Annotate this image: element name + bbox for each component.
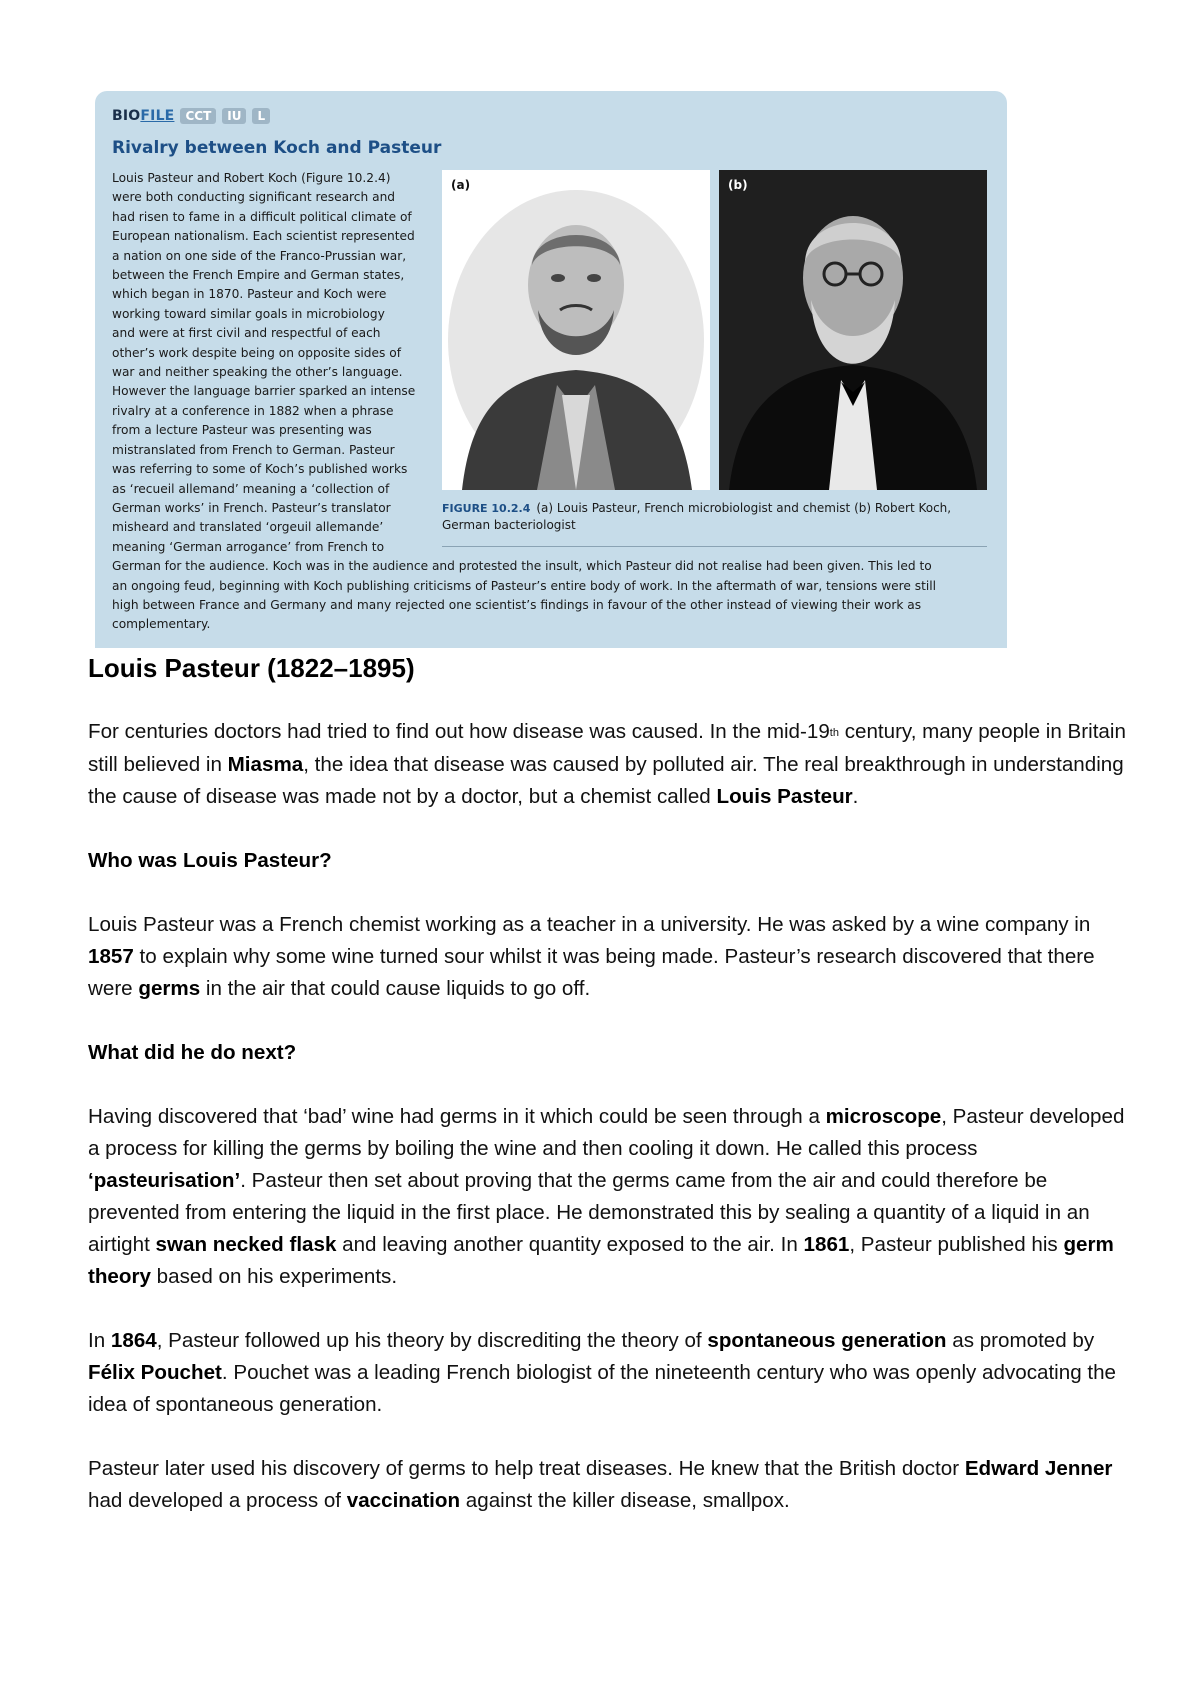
biofile-brand-bio: BIO xyxy=(112,108,141,124)
text-run: as promoted by xyxy=(946,1329,1095,1352)
tag-cct: CCT xyxy=(180,108,216,124)
portrait-koch xyxy=(719,170,987,490)
biofile-box xyxy=(95,91,1007,648)
biofile-line: were both conducting significant research and xyxy=(112,190,396,205)
biofile-brand-file: FILE xyxy=(140,108,175,124)
biofile-line: However the language barrier sparked an intense xyxy=(112,384,416,399)
term-1861: 1861 xyxy=(803,1233,850,1256)
intro-paragraph xyxy=(88,716,1128,813)
biofile-line: working toward similar goals in microbiology xyxy=(112,306,385,321)
figure-caption xyxy=(442,500,987,534)
portrait-koch-photo xyxy=(719,170,987,490)
biofile-tags xyxy=(112,108,270,124)
term-germs: germs xyxy=(138,977,201,1000)
term-swan-necked-flask: swan necked flask xyxy=(155,1233,337,1256)
biofile-line: German for the audience. Koch was in the audience and protested the insult, which Pasteur did not realise had been given. This led to xyxy=(112,559,932,574)
text-run: Pasteur later used his discovery of germs to help treat diseases. He knew that the British doctor xyxy=(88,1457,965,1480)
text-run: . Pouchet was a leading French biologist of the nineteenth century who was openly advocating the idea of spontaneous generation. xyxy=(88,1361,1116,1416)
text-run: Having discovered that ‘bad’ wine had germs in it which could be seen through a xyxy=(88,1105,826,1128)
biofile-line: was referring to some of Koch’s published works xyxy=(112,462,408,477)
biofile-line: had risen to fame in a difficult political climate of xyxy=(112,209,412,224)
figure-caption-text: (a) Louis Pasteur, French microbiologist and chemist (b) Robert Koch, German bacteriologist xyxy=(442,501,952,532)
term-1864: 1864 xyxy=(110,1329,157,1352)
page-title: Louis Pasteur (1822–1895) xyxy=(88,653,415,683)
paragraph-vaccination xyxy=(88,1453,1128,1517)
paragraph-who-was-pasteur xyxy=(88,909,1128,1005)
heading-what-next: What did he do next? xyxy=(88,1041,297,1064)
portrait-pasteur-engraving xyxy=(442,170,710,490)
text-run: and leaving another quantity exposed to the air. In xyxy=(336,1233,804,1256)
biofile-line: rivalry at a conference in 1882 when a phrase xyxy=(112,403,394,418)
biofile-line: which began in 1870. Pasteur and Koch were xyxy=(112,287,387,302)
text-run: , Pasteur published his xyxy=(849,1233,1064,1256)
biofile-line: misheard and translated ‘orgeuil allemande’ xyxy=(112,520,384,535)
figure-label-b: (b) xyxy=(728,178,748,192)
text-run: against the killer disease, smallpox. xyxy=(460,1489,790,1512)
term-felix-pouchet: Félix Pouchet xyxy=(88,1361,222,1384)
biofile-line: European nationalism. Each scientist represented xyxy=(112,229,415,244)
text-superscript: th xyxy=(829,727,839,739)
figure-divider xyxy=(442,546,987,547)
biofile-line: German works’ in French. Pasteur’s translator xyxy=(112,500,391,515)
biofile-line: high between France and Germany and many rejected one scientist’s findings in favour of the other instead of viewing their work as xyxy=(112,597,922,612)
biofile-title: Rivalry between Koch and Pasteur xyxy=(112,138,442,158)
text-run: had developed a process of xyxy=(88,1489,347,1512)
tag-l: L xyxy=(252,108,270,124)
term-louis-pasteur: Louis Pasteur xyxy=(716,785,853,808)
text-run: in the air that could cause liquids to go off. xyxy=(200,977,591,1000)
paragraph-1864 xyxy=(88,1325,1128,1421)
text-run: . xyxy=(852,785,859,808)
text-run: , Pasteur followed up his theory by discrediting the theory of xyxy=(156,1329,708,1352)
text-run: Louis Pasteur was a French chemist working as a teacher in a university. He was asked by a wine company in xyxy=(88,913,1091,936)
biofile-line: between the French Empire and German states, xyxy=(112,268,405,283)
biofile-line: as ‘recueil allemand’ meaning a ‘collection of xyxy=(112,481,390,496)
text-run: , Pasteur developed a process for killing the germs by boiling the wine and then cooling it down. He called this process xyxy=(88,1105,1125,1160)
biofile-line: from a lecture Pasteur was presenting was xyxy=(112,423,372,438)
text-run: based on his experiments. xyxy=(150,1265,398,1288)
biofile-brand xyxy=(112,108,174,124)
paragraph-what-next xyxy=(88,1101,1128,1293)
biofile-line: mistranslated from French to German. Pasteur xyxy=(112,442,395,457)
text-run: For centuries doctors had tried to find out how disease was caused. In the mid-19 xyxy=(88,720,830,743)
biofile-line: an ongoing feud, beginning with Koch publishing criticisms of Pasteur’s entire body of work. In the aftermath of war, tensions were still xyxy=(112,578,937,593)
term-1857: 1857 xyxy=(88,945,134,968)
figure-label-a: (a) xyxy=(451,178,471,192)
text-run: to explain why some wine turned sour whilst it was being made. Pasteur’s research discovered that there were xyxy=(88,945,1095,1000)
text-run: . Pasteur then set about proving that the germs came from the air and could therefore be prevented from entering the liquid in the first place. He demonstrated this by sealing a quantity of a liquid in an airtight xyxy=(88,1169,1090,1256)
portrait-pasteur xyxy=(442,170,710,490)
biofile-line: meaning ‘German arrogance’ from French to xyxy=(112,539,385,554)
term-spontaneous-generation: spontaneous generation xyxy=(707,1329,947,1352)
term-pasteurisation: ‘pasteurisation’ xyxy=(88,1169,241,1192)
tag-iu: IU xyxy=(222,108,246,124)
biofile-line: complementary. xyxy=(112,617,211,632)
biofile-line: other’s work despite being on opposite sides of xyxy=(112,345,402,360)
heading-who-was-pasteur: Who was Louis Pasteur? xyxy=(88,849,332,872)
biofile-line: and were at first civil and respectful of each xyxy=(112,326,381,341)
term-microscope: microscope xyxy=(825,1105,942,1128)
figure-caption-label: FIGURE 10.2.4 xyxy=(442,502,531,515)
term-miasma: Miasma xyxy=(227,753,304,776)
term-edward-jenner: Edward Jenner xyxy=(964,1457,1113,1480)
term-germ-theory: germ theory xyxy=(88,1233,1114,1288)
term-vaccination: vaccination xyxy=(346,1489,461,1512)
biofile-line: war and neither speaking the other’s language. xyxy=(112,365,403,380)
article xyxy=(88,648,1128,1517)
text-run: , the idea that disease was caused by polluted air. The real breakthrough in understanding the cause of disease was made not by a doctor, but a chemist called xyxy=(88,753,1124,808)
text-run: In xyxy=(88,1329,111,1352)
text-run: century, many people in Britain still believed in xyxy=(88,720,1126,776)
biofile-line: Louis Pasteur and Robert Koch (Figure 10.2.4) xyxy=(112,171,391,185)
biofile-line: a nation on one side of the Franco-Prussian war, xyxy=(112,248,407,263)
